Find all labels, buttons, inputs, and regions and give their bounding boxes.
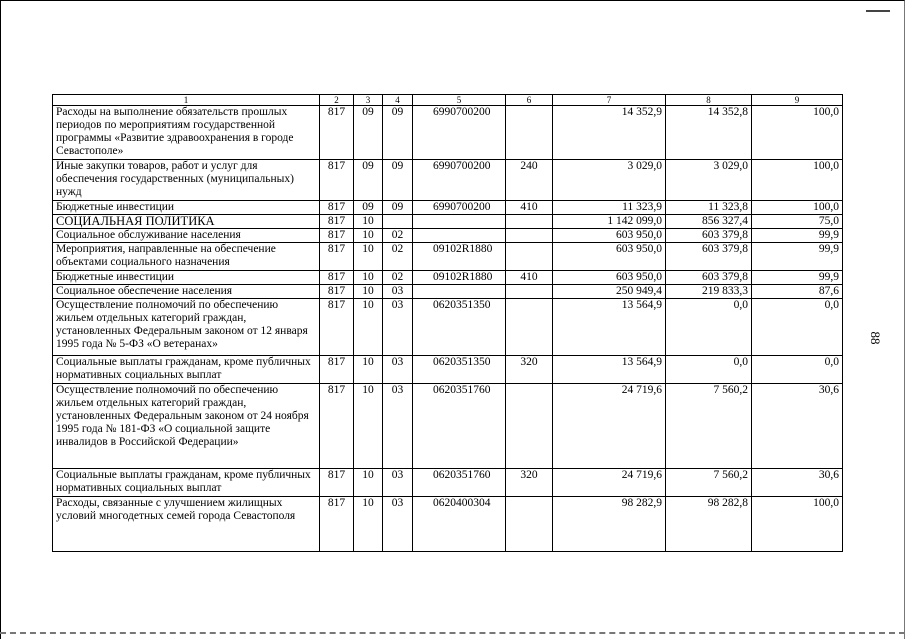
subsection-code-cell: 09 — [383, 106, 413, 160]
header-cell: 7 — [553, 95, 666, 106]
target-article-cell — [413, 215, 506, 229]
table-row — [53, 106, 843, 160]
execution-percent-cell: 87,6 — [752, 285, 843, 299]
executed-amount-cell: 856 327,4 — [666, 215, 752, 229]
item-name-cell: Расходы, связанные с улучшением жилищных условий многодетных семей города Севастополя — [53, 497, 320, 552]
subsection-code-cell: 03 — [383, 356, 413, 384]
page-bottom-edge — [0, 632, 905, 634]
grbs-code-cell: 817 — [320, 356, 354, 384]
planned-amount-cell: 603 950,0 — [553, 271, 666, 285]
item-name-cell: Осуществление полномочий по обеспечению жильем отдельных категорий граждан, установленных Федеральным законом от 24 ноября 1995 года № 181-ФЗ «О социальной защите инвалидов в Российской Федерации» — [53, 384, 320, 469]
header-cell: 4 — [383, 95, 413, 106]
header-cell: 2 — [320, 95, 354, 106]
execution-percent-cell: 0,0 — [752, 299, 843, 356]
target-article-cell: 0620400304 — [413, 497, 506, 552]
table-row — [53, 201, 843, 215]
target-article-cell — [413, 229, 506, 243]
planned-amount-cell: 3 029,0 — [553, 160, 666, 201]
executed-amount-cell: 7 560,2 — [666, 384, 752, 469]
planned-amount-cell: 13 564,9 — [553, 299, 666, 356]
target-article-cell — [413, 285, 506, 299]
subsection-code-cell: 02 — [383, 271, 413, 285]
subsection-code-cell: 03 — [383, 299, 413, 356]
item-name-cell: Бюджетные инвестиции — [53, 201, 320, 215]
section-code-cell: 09 — [354, 201, 383, 215]
section-code-cell: 10 — [354, 497, 383, 552]
item-name-cell: СОЦИАЛЬНАЯ ПОЛИТИКА — [53, 215, 320, 229]
target-article-cell: 6990700200 — [413, 106, 506, 160]
execution-percent-cell: 99,9 — [752, 243, 843, 271]
grbs-code-cell: 817 — [320, 243, 354, 271]
expense-type-cell — [506, 299, 553, 356]
execution-percent-cell: 30,6 — [752, 469, 843, 497]
page-number: 88 — [868, 331, 883, 345]
grbs-code-cell: 817 — [320, 229, 354, 243]
item-name-cell: Расходы на выполнение обязательств прошлых периодов по мероприятиям государственной программы «Развитие здравоохранения в городе Севастополе» — [53, 106, 320, 160]
executed-amount-cell: 14 352,8 — [666, 106, 752, 160]
subsection-code-cell — [383, 215, 413, 229]
section-code-cell: 10 — [354, 271, 383, 285]
section-code-cell: 10 — [354, 215, 383, 229]
section-code-cell: 09 — [354, 160, 383, 201]
execution-percent-cell: 30,6 — [752, 384, 843, 469]
header-cell: 1 — [53, 95, 320, 106]
table-row — [53, 497, 843, 552]
grbs-code-cell: 817 — [320, 201, 354, 215]
section-code-cell: 10 — [354, 299, 383, 356]
expense-type-cell — [506, 215, 553, 229]
executed-amount-cell: 219 833,3 — [666, 285, 752, 299]
execution-percent-cell: 100,0 — [752, 160, 843, 201]
section-code-cell: 10 — [354, 243, 383, 271]
grbs-code-cell: 817 — [320, 384, 354, 469]
target-article-cell: 0620351760 — [413, 384, 506, 469]
executed-amount-cell: 7 560,2 — [666, 469, 752, 497]
executed-amount-cell: 98 282,8 — [666, 497, 752, 552]
subsection-code-cell: 03 — [383, 497, 413, 552]
grbs-code-cell: 817 — [320, 285, 354, 299]
execution-percent-cell: 75,0 — [752, 215, 843, 229]
grbs-code-cell: 817 — [320, 160, 354, 201]
header-cell: 5 — [413, 95, 506, 106]
section-code-cell: 09 — [354, 106, 383, 160]
section-code-cell: 10 — [354, 356, 383, 384]
grbs-code-cell: 817 — [320, 469, 354, 497]
subsection-code-cell: 03 — [383, 285, 413, 299]
planned-amount-cell: 250 949,4 — [553, 285, 666, 299]
header-cell: 9 — [752, 95, 843, 106]
item-name-cell: Иные закупки товаров, работ и услуг для обеспечения государственных (муниципальных) нужд — [53, 160, 320, 201]
subsection-code-cell: 09 — [383, 160, 413, 201]
expense-type-cell: 320 — [506, 356, 553, 384]
planned-amount-cell: 24 719,6 — [553, 384, 666, 469]
planned-amount-cell: 14 352,9 — [553, 106, 666, 160]
planned-amount-cell: 1 142 099,0 — [553, 215, 666, 229]
planned-amount-cell: 603 950,0 — [553, 243, 666, 271]
execution-percent-cell: 99,9 — [752, 271, 843, 285]
expense-type-cell: 410 — [506, 271, 553, 285]
section-code-cell: 10 — [354, 469, 383, 497]
planned-amount-cell: 13 564,9 — [553, 356, 666, 384]
item-name-cell: Социальные выплаты гражданам, кроме публичных нормативных социальных выплат — [53, 469, 320, 497]
item-name-cell: Бюджетные инвестиции — [53, 271, 320, 285]
section-code-cell: 10 — [354, 285, 383, 299]
table-row — [53, 469, 843, 497]
table-row — [53, 160, 843, 201]
table-row — [53, 384, 843, 469]
column-number-row — [53, 95, 843, 106]
table-row — [53, 243, 843, 271]
expense-type-cell: 410 — [506, 201, 553, 215]
execution-percent-cell: 100,0 — [752, 106, 843, 160]
execution-percent-cell: 100,0 — [752, 497, 843, 552]
subsection-code-cell: 02 — [383, 229, 413, 243]
table-body — [53, 95, 843, 552]
target-article-cell: 6990700200 — [413, 160, 506, 201]
expense-type-cell — [506, 229, 553, 243]
table-row — [53, 271, 843, 285]
table-row — [53, 229, 843, 243]
planned-amount-cell: 24 719,6 — [553, 469, 666, 497]
planned-amount-cell: 603 950,0 — [553, 229, 666, 243]
section-code-cell: 10 — [354, 384, 383, 469]
budget-execution-table — [52, 94, 843, 552]
item-name-cell: Социальное обеспечение населения — [53, 285, 320, 299]
execution-percent-cell: 99,9 — [752, 229, 843, 243]
expense-type-cell — [506, 243, 553, 271]
target-article-cell: 09102R1880 — [413, 271, 506, 285]
subsection-code-cell: 09 — [383, 201, 413, 215]
grbs-code-cell: 817 — [320, 106, 354, 160]
table-row — [53, 299, 843, 356]
target-article-cell: 0620351350 — [413, 356, 506, 384]
header-cell: 6 — [506, 95, 553, 106]
table-row — [53, 215, 843, 229]
item-name-cell: Социальные выплаты гражданам, кроме публичных нормативных социальных выплат — [53, 356, 320, 384]
target-article-cell: 09102R1880 — [413, 243, 506, 271]
target-article-cell: 0620351760 — [413, 469, 506, 497]
planned-amount-cell: 98 282,9 — [553, 497, 666, 552]
item-name-cell: Мероприятия, направленные на обеспечение объектами социального назначения — [53, 243, 320, 271]
executed-amount-cell: 11 323,8 — [666, 201, 752, 215]
planned-amount-cell: 11 323,9 — [553, 201, 666, 215]
grbs-code-cell: 817 — [320, 497, 354, 552]
execution-percent-cell: 100,0 — [752, 201, 843, 215]
expense-type-cell: 320 — [506, 469, 553, 497]
header-cell: 8 — [666, 95, 752, 106]
expense-type-cell — [506, 384, 553, 469]
expense-type-cell — [506, 497, 553, 552]
item-name-cell: Социальное обслуживание населения — [53, 229, 320, 243]
subsection-code-cell: 02 — [383, 243, 413, 271]
executed-amount-cell: 0,0 — [666, 356, 752, 384]
section-code-cell: 10 — [354, 229, 383, 243]
item-name-cell: Осуществление полномочий по обеспечению жильем отдельных категорий граждан, установленных Федеральным законом от 12 января 1995 года № 5-ФЗ «О ветеранах» — [53, 299, 320, 356]
grbs-code-cell: 817 — [320, 271, 354, 285]
target-article-cell: 0620351350 — [413, 299, 506, 356]
expense-type-cell — [506, 106, 553, 160]
grbs-code-cell: 817 — [320, 299, 354, 356]
table-row — [53, 356, 843, 384]
subsection-code-cell: 03 — [383, 469, 413, 497]
subsection-code-cell: 03 — [383, 384, 413, 469]
target-article-cell: 6990700200 — [413, 201, 506, 215]
executed-amount-cell: 603 379,8 — [666, 243, 752, 271]
header-cell: 3 — [354, 95, 383, 106]
executed-amount-cell: 0,0 — [666, 299, 752, 356]
executed-amount-cell: 603 379,8 — [666, 229, 752, 243]
executed-amount-cell: 3 029,0 — [666, 160, 752, 201]
execution-percent-cell: 0,0 — [752, 356, 843, 384]
table-row — [53, 285, 843, 299]
expense-type-cell: 240 — [506, 160, 553, 201]
grbs-code-cell: 817 — [320, 215, 354, 229]
expense-type-cell — [506, 285, 553, 299]
executed-amount-cell: 603 379,8 — [666, 271, 752, 285]
scan-mark — [866, 10, 890, 12]
